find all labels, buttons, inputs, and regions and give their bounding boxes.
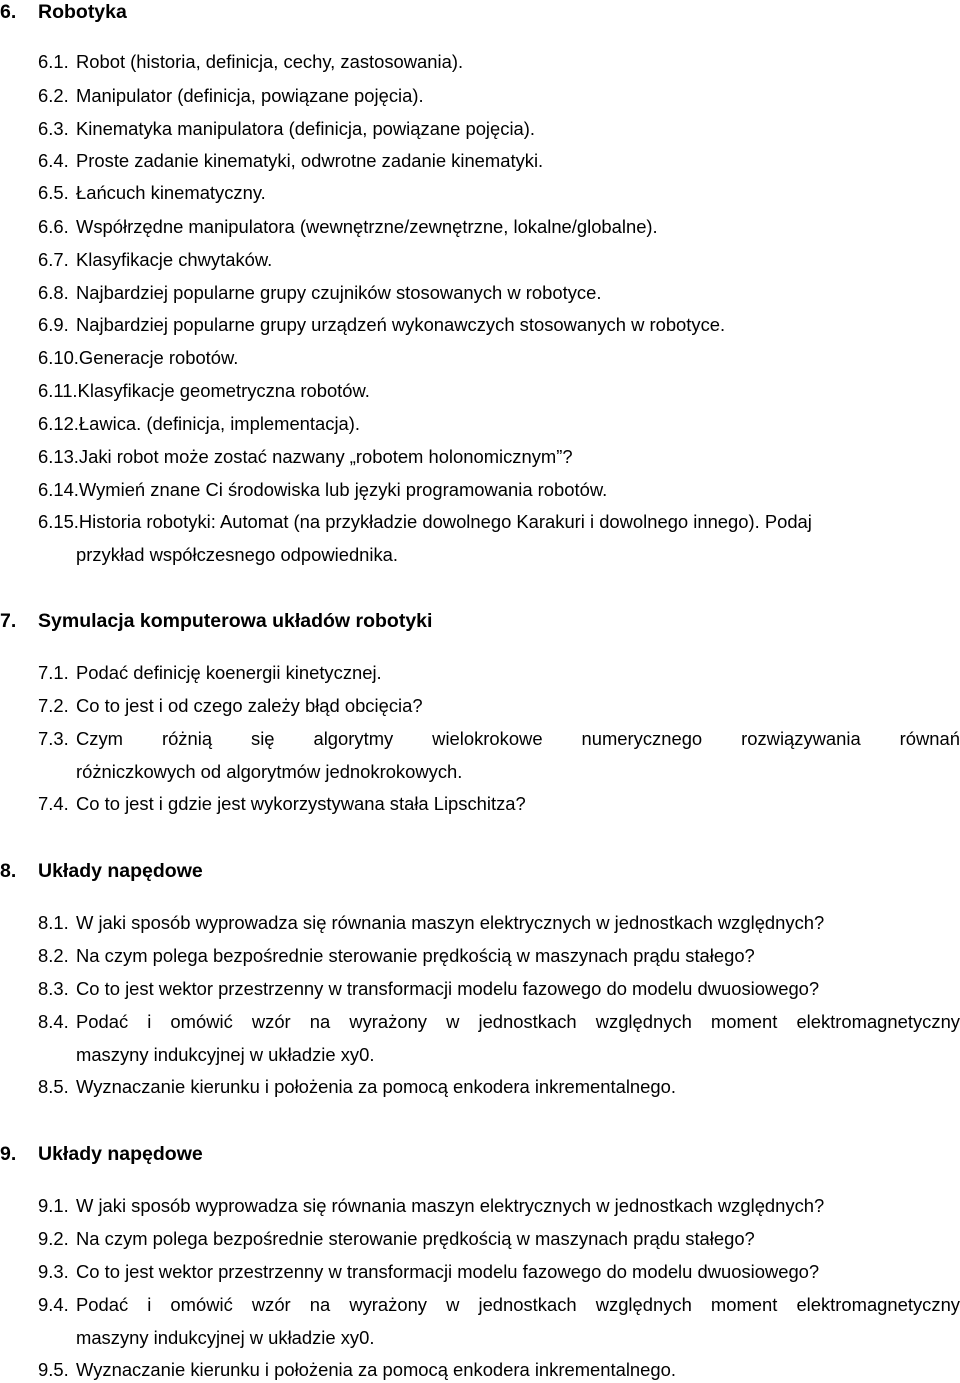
list-item-6-15-continuation: przykład współczesnego odpowiednika. <box>76 544 399 565</box>
section-heading-9 <box>0 1142 203 1166</box>
list-item-6-12: 6.12.Ławica. (definicja, implementacja). <box>38 413 360 434</box>
list-item-8-4-continuation: maszyny indukcyjnej w układzie xy0. <box>76 1044 375 1065</box>
list-item-6-9: 6.9. Najbardziej popularne grupy urządzeń wykonawczych stosowanych w robotyce. <box>38 314 726 335</box>
section-heading-8 <box>0 859 203 883</box>
list-item-6-1: 6.1. Robot (historia, definicja, cechy, zastosowania). <box>38 51 464 72</box>
section-number: 9. <box>0 1143 17 1165</box>
section-title: Układy napędowe <box>38 860 203 882</box>
list-item-8-2: 8.2. Na czym polega bezpośrednie sterowanie prędkością w maszynach prądu stałego? <box>38 945 755 966</box>
section-heading-7 <box>0 609 432 633</box>
list-item-6-14: 6.14.Wymień znane Ci środowiska lub języki programowania robotów. <box>38 479 608 500</box>
list-item-7-4: 7.4. Co to jest i gdzie jest wykorzystywana stała Lipschitza? <box>38 793 526 814</box>
list-item-6-5: 6.5. Łańcuch kinematyczny. <box>38 182 266 203</box>
list-item-7-2: 7.2. Co to jest i od czego zależy błąd obcięcia? <box>38 695 423 716</box>
list-item-6-2: 6.2. Manipulator (definicja, powiązane pojęcia). <box>38 85 424 106</box>
list-item-9-3: 9.3. Co to jest wektor przestrzenny w transformacji modelu fazowego do modelu dwuosiowego? <box>38 1261 820 1282</box>
list-item-7-3-continuation: różniczkowych od algorytmów jednokrokowych. <box>76 761 463 782</box>
list-item-6-13: 6.13.Jaki robot może zostać nazwany „robotem holonomicznym”? <box>38 446 573 467</box>
list-item-9-4: 9.4. Podać i omówić wzór na wyrażony w jednostkach względnych moment elektromagnetyczny <box>38 1294 960 1315</box>
list-item-6-15: 6.15.Historia robotyki: Automat (na przykładzie dowolnego Karakuri i dowolnego innego). Podaj <box>38 511 812 532</box>
section-title: Symulacja komputerowa układów robotyki <box>38 610 433 632</box>
list-item-6-10: 6.10.Generacje robotów. <box>38 347 239 368</box>
list-item-9-2: 9.2. Na czym polega bezpośrednie sterowanie prędkością w maszynach prądu stałego? <box>38 1228 755 1249</box>
list-item-8-1: 8.1. W jaki sposób wyprowadza się równania maszyn elektrycznych w jednostkach względnych? <box>38 912 825 933</box>
list-item-8-3: 8.3. Co to jest wektor przestrzenny w transformacji modelu fazowego do modelu dwuosiowego? <box>38 978 820 999</box>
list-item-9-5: 9.5. Wyznaczanie kierunku i położenia za pomocą enkodera inkrementalnego. <box>38 1359 676 1380</box>
list-item-8-5: 8.5. Wyznaczanie kierunku i położenia za pomocą enkodera inkrementalnego. <box>38 1076 676 1097</box>
list-item-9-4-continuation: maszyny indukcyjnej w układzie xy0. <box>76 1327 375 1348</box>
section-number: 6. <box>0 1 17 23</box>
list-item-6-8: 6.8. Najbardziej popularne grupy czujników stosowanych w robotyce. <box>38 282 602 303</box>
section-number: 8. <box>0 860 17 882</box>
list-item-6-6: 6.6. Współrzędne manipulatora (wewnętrzne/zewnętrzne, lokalne/globalne). <box>38 216 658 237</box>
list-item-7-3: 7.3. Czym różnią się algorytmy wielokrokowe numerycznego rozwiązywania równań <box>38 728 960 749</box>
section-heading-6 <box>0 0 127 24</box>
list-item-8-4: 8.4. Podać i omówić wzór na wyrażony w jednostkach względnych moment elektromagnetyczny <box>38 1011 960 1032</box>
list-item-6-4: 6.4. Proste zadanie kinematyki, odwrotne zadanie kinematyki. <box>38 150 544 171</box>
list-item-9-1: 9.1. W jaki sposób wyprowadza się równania maszyn elektrycznych w jednostkach względnych? <box>38 1195 825 1216</box>
list-item-6-3: 6.3. Kinematyka manipulatora (definicja, powiązane pojęcia). <box>38 118 535 139</box>
list-item-6-11: 6.11.Klasyfikacje geometryczna robotów. <box>38 380 370 401</box>
list-item-6-7: 6.7. Klasyfikacje chwytaków. <box>38 249 273 270</box>
section-title: Układy napędowe <box>38 1143 203 1165</box>
list-item-7-1: 7.1. Podać definicję koenergii kinetycznej. <box>38 662 382 683</box>
section-title: Robotyka <box>38 1 127 23</box>
section-number: 7. <box>0 610 17 632</box>
